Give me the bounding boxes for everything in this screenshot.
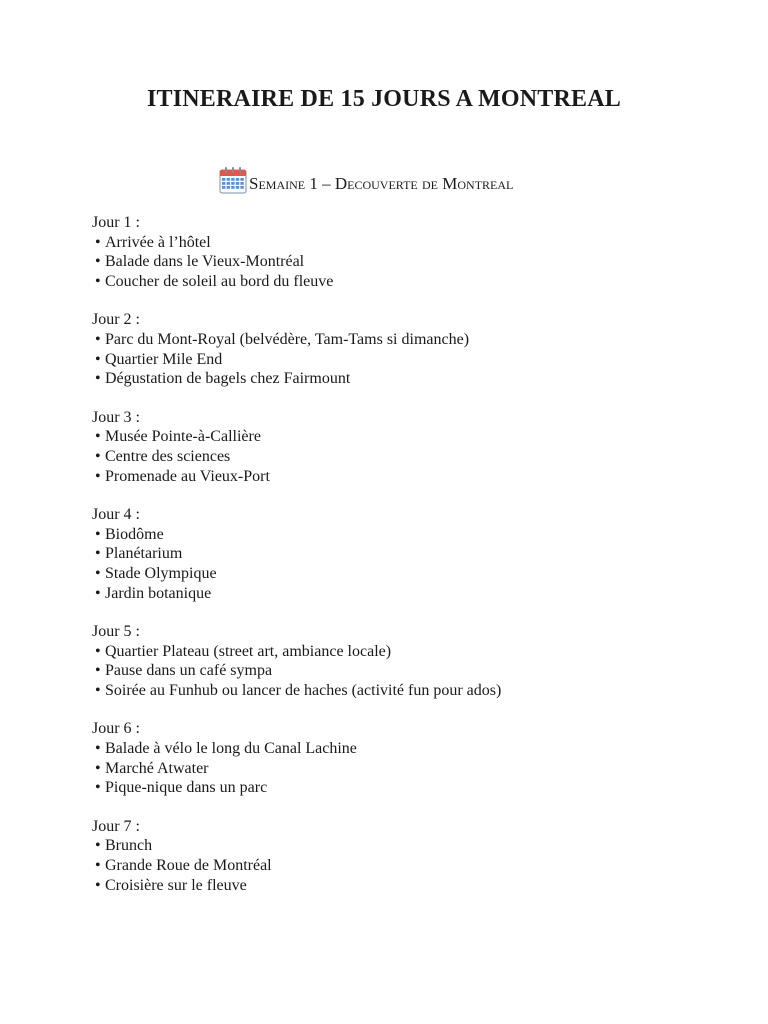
bullet-icon: • <box>95 642 101 660</box>
activity-text: Coucher de soleil au bord du fleuve <box>105 272 334 290</box>
bullet-icon: • <box>95 779 101 797</box>
activity-text: Grande Roue de Montréal <box>105 857 272 875</box>
activity-text: Arrivée à l’hôtel <box>105 233 211 251</box>
bullet-icon: • <box>95 253 101 271</box>
activity-text: Balade dans le Vieux-Montréal <box>105 253 305 271</box>
day-block <box>92 408 712 486</box>
activity-item <box>92 272 712 292</box>
activity-text: Planétarium <box>105 545 183 563</box>
activity-list <box>92 427 712 486</box>
day-block <box>92 817 712 895</box>
activity-list <box>92 330 712 389</box>
activity-item <box>92 778 712 798</box>
day-block <box>92 622 712 700</box>
activity-text: Quartier Mile End <box>105 350 223 368</box>
activity-text: Dégustation de bagels chez Fairmount <box>105 370 351 388</box>
bullet-icon: • <box>95 233 101 251</box>
activity-text: Promenade au Vieux-Port <box>105 467 270 485</box>
activity-item <box>92 564 712 584</box>
day-label: Jour 1 : <box>92 214 140 231</box>
bullet-icon: • <box>95 857 101 875</box>
activity-item <box>92 584 712 604</box>
bullet-icon: • <box>95 428 101 446</box>
activity-item <box>92 447 712 467</box>
activity-text: Soirée au Funhub ou lancer de haches (activité fun pour ados) <box>105 681 502 699</box>
activity-item <box>92 427 712 447</box>
bullet-icon: • <box>95 759 101 777</box>
activity-item <box>92 252 712 272</box>
activity-list <box>92 739 712 798</box>
activity-text: Biodôme <box>105 525 164 543</box>
day-block <box>92 505 712 603</box>
activity-item <box>92 330 712 350</box>
activity-item <box>92 544 712 564</box>
activity-list <box>92 642 712 701</box>
activity-text: Balade à vélo le long du Canal Lachine <box>105 740 357 758</box>
day-label: Jour 4 : <box>92 506 140 524</box>
bullet-icon: • <box>95 876 101 894</box>
day-label: Jour 6 : <box>92 720 140 738</box>
activity-list <box>92 836 712 895</box>
activity-text: Pique-nique dans un parc <box>105 779 268 797</box>
activity-item <box>92 759 712 779</box>
day-label: Jour 7 : <box>92 817 140 835</box>
activity-text: Musée Pointe-à-Callière <box>105 428 261 446</box>
bullet-icon: • <box>95 447 101 465</box>
bullet-icon: • <box>95 330 101 348</box>
days-list <box>92 213 712 914</box>
day-label: Jour 5 : <box>92 623 140 641</box>
week-heading-text: Semaine 1 – Decouverte de Montreal <box>249 174 514 193</box>
activity-item <box>92 642 712 662</box>
activity-item <box>92 233 712 253</box>
day-label: Jour 2 : <box>92 311 140 329</box>
week-heading <box>219 162 513 194</box>
activity-text: Quartier Plateau (street art, ambiance locale) <box>105 642 392 660</box>
bullet-icon: • <box>95 662 101 680</box>
bullet-icon: • <box>95 350 101 368</box>
activity-text: Brunch <box>105 837 153 855</box>
activity-list <box>92 525 712 603</box>
bullet-icon: • <box>95 681 101 699</box>
activity-item <box>92 876 712 896</box>
activity-text: Pause dans un café sympa <box>105 662 273 680</box>
page-title: ITINERAIRE DE 15 JOURS A MONTREAL <box>146 86 621 112</box>
day-block <box>92 719 712 797</box>
bullet-icon: • <box>95 467 101 485</box>
activity-item <box>92 467 712 487</box>
bullet-icon: • <box>95 545 101 563</box>
activity-text: Jardin botanique <box>105 584 212 602</box>
bullet-icon: • <box>95 564 101 582</box>
activity-item <box>92 836 712 856</box>
day-block <box>92 310 712 388</box>
bullet-icon: • <box>95 525 101 543</box>
activity-item <box>92 525 712 545</box>
activity-item <box>92 661 712 681</box>
bullet-icon: • <box>95 740 101 758</box>
activity-text: Marché Atwater <box>105 759 209 777</box>
activity-list <box>92 233 712 292</box>
bullet-icon: • <box>95 584 101 602</box>
day-block <box>92 213 712 291</box>
bullet-icon: • <box>95 370 101 388</box>
activity-text: Croisière sur le fleuve <box>105 876 247 894</box>
activity-item <box>92 350 712 370</box>
activity-text: Stade Olympique <box>105 564 217 582</box>
bullet-icon: • <box>95 272 101 290</box>
activity-text: Parc du Mont-Royal (belvédère, Tam-Tams si dimanche) <box>105 330 470 348</box>
calendar-icon <box>219 166 247 194</box>
activity-item <box>92 681 712 701</box>
activity-item <box>92 369 712 389</box>
bullet-icon: • <box>95 837 101 855</box>
day-label: Jour 3 : <box>92 408 140 426</box>
activity-text: Centre des sciences <box>105 447 231 465</box>
activity-item <box>92 856 712 876</box>
activity-item <box>92 739 712 759</box>
